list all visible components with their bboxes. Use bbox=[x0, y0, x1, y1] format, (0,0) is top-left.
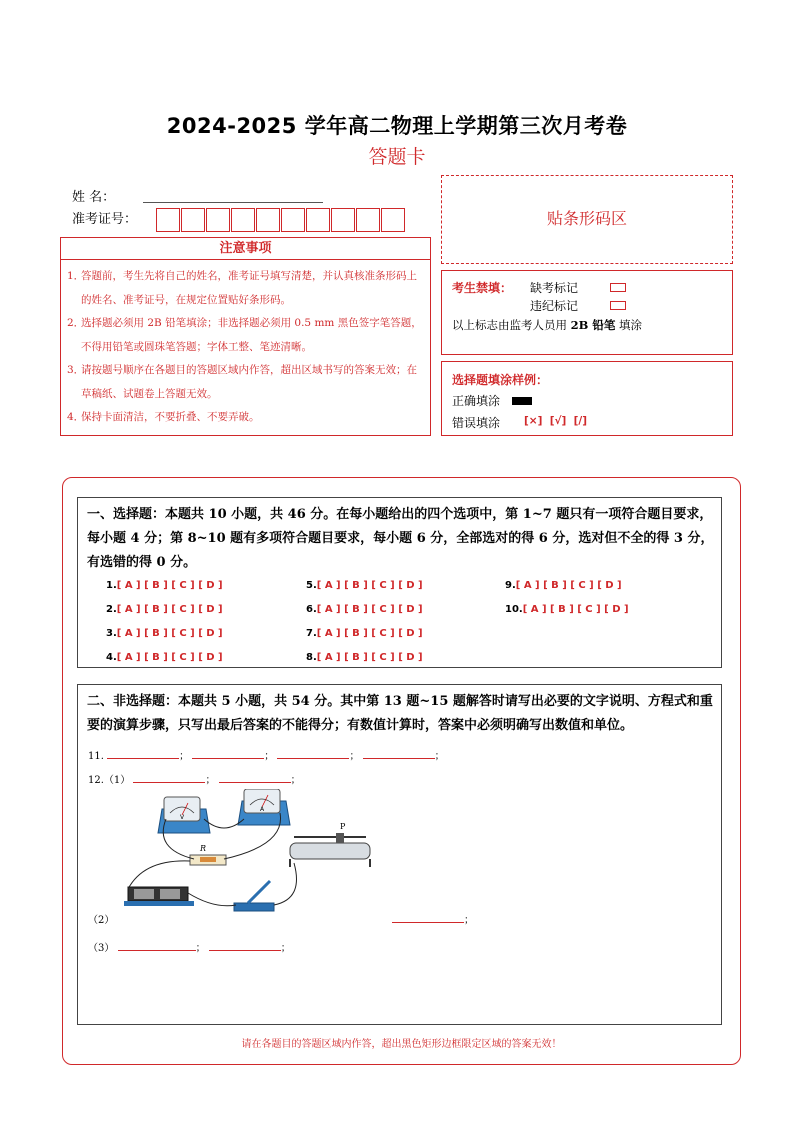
notice-text: 保持卡面清洁，不要折叠、不要弄破。 bbox=[81, 411, 260, 423]
answer-blank[interactable] bbox=[107, 749, 179, 759]
question-number: 5. bbox=[306, 580, 317, 591]
id-digit-box[interactable] bbox=[256, 208, 280, 232]
barcode-area bbox=[441, 175, 733, 264]
question-number: 10. bbox=[505, 604, 523, 615]
question-options[interactable]: [ A ] [ B ] [ C ] [ D ] bbox=[316, 628, 423, 639]
notice-item bbox=[67, 359, 424, 406]
notice-num: 4． bbox=[67, 411, 85, 423]
notice-num: 2． bbox=[67, 317, 85, 329]
fill-sample-box bbox=[441, 361, 733, 436]
question-row[interactable] bbox=[505, 604, 629, 615]
wrong-fill-marks: [×] [√] [/] bbox=[524, 415, 588, 427]
question-12-part-2 bbox=[392, 911, 474, 926]
proctor-label: 考生禁填： bbox=[452, 281, 513, 295]
switch-icon bbox=[234, 881, 274, 911]
question-number: 11. bbox=[88, 751, 104, 762]
battery-icon bbox=[124, 887, 194, 906]
ammeter-label: A bbox=[260, 806, 265, 813]
question-options[interactable]: [ A ] [ B ] [ C ] [ D ] bbox=[116, 580, 223, 591]
rheostat-label: P bbox=[340, 822, 346, 831]
question-number: 7. bbox=[306, 628, 317, 639]
notice-num: 1． bbox=[67, 270, 85, 282]
id-digit-box[interactable] bbox=[281, 208, 305, 232]
notice-text: 选择题必须用 2B 铅笔填涂；非选择题必须用 0.5 mm 黑色签字笔答题，不得用铅笔或圆珠笔答题；字体工整、笔迹清晰。 bbox=[81, 317, 422, 353]
notice-num: 3． bbox=[67, 364, 85, 376]
separator: ； bbox=[205, 775, 216, 786]
question-12-part-1 bbox=[88, 771, 301, 786]
id-digit-box[interactable] bbox=[306, 208, 330, 232]
question-row[interactable] bbox=[306, 628, 423, 639]
question-row[interactable] bbox=[306, 652, 423, 663]
question-number: 8. bbox=[306, 652, 317, 663]
correct-fill-label: 正确填涂 bbox=[452, 394, 501, 408]
ammeter-icon bbox=[238, 789, 290, 825]
id-digit-box[interactable] bbox=[156, 208, 180, 232]
question-11 bbox=[88, 747, 445, 762]
notice-text: 答题前，考生先将自己的姓名，准考证号填写清楚，并认真核准条形码上的姓名、准考证号，在规定位置贴好条形码。 bbox=[81, 270, 417, 306]
proctor-note-bold: 2B 铅笔 bbox=[570, 318, 616, 332]
id-digit-box[interactable] bbox=[231, 208, 255, 232]
separator: ； bbox=[349, 751, 360, 762]
barcode-label: 贴条形码区 bbox=[546, 209, 627, 228]
footer-warning: 请在各题目的答题区域内作答，超出黑色矩形边框限定区域的答案无效！ bbox=[241, 1039, 562, 1050]
question-options[interactable]: [ A ] [ B ] [ C ] [ D ] bbox=[316, 580, 423, 591]
question-row[interactable] bbox=[306, 604, 423, 615]
id-digit-box[interactable] bbox=[356, 208, 380, 232]
name-label: 姓 名： bbox=[72, 190, 116, 205]
question-options[interactable]: [ A ] [ B ] [ C ] [ D ] bbox=[316, 604, 423, 615]
notice-item bbox=[67, 406, 424, 430]
voltmeter-label: V bbox=[180, 814, 185, 821]
page-subtitle: 答题卡 bbox=[368, 146, 426, 168]
notice-item bbox=[67, 265, 424, 312]
question-row[interactable] bbox=[106, 580, 223, 591]
proctor-marks-box bbox=[441, 270, 733, 355]
section-choice-instructions: 一、选择题：本题共 10 小题，共 46 分。在每小题给出的四个选项中，第 1~7 题只有一项符合题目要求，每小题 4 分；第 8~10 题有多项符合题目要求，每小题 6 分，全部选对的得 6 分，选对但不全的得 3 分，有选错的得 0 分。 bbox=[87, 507, 714, 570]
question-row[interactable] bbox=[505, 580, 622, 591]
question-row[interactable] bbox=[106, 628, 223, 639]
wrong-fill-label: 错误填涂 bbox=[452, 416, 501, 430]
separator: ； bbox=[179, 751, 190, 762]
absent-mark-box[interactable] bbox=[610, 283, 626, 292]
answer-blank[interactable] bbox=[209, 941, 281, 951]
violation-mark-label: 违纪标记 bbox=[530, 299, 579, 313]
separator: ； bbox=[434, 751, 445, 762]
violation-mark-box[interactable] bbox=[610, 301, 626, 310]
question-12-part-3 bbox=[88, 939, 291, 954]
id-digit-box[interactable] bbox=[206, 208, 230, 232]
answer-blank[interactable] bbox=[277, 749, 349, 759]
question-row[interactable] bbox=[106, 604, 223, 615]
question-number: 3. bbox=[106, 628, 117, 639]
notice-text: 请按题号顺序在各题目的答题区域内作答，超出区域书写的答案无效；在草稿纸、试题卷上答题无效。 bbox=[81, 364, 417, 400]
id-digit-box[interactable] bbox=[181, 208, 205, 232]
question-row[interactable] bbox=[106, 652, 223, 663]
resistor-icon bbox=[190, 844, 226, 865]
separator: ； bbox=[290, 775, 301, 786]
rheostat-icon bbox=[290, 822, 370, 867]
page-title: 2024-2025 学年高二物理上学期第三次月考卷 bbox=[166, 114, 628, 138]
question-12-part-2-label: （2） bbox=[88, 915, 115, 926]
id-digit-box[interactable] bbox=[331, 208, 355, 232]
question-number: 2. bbox=[106, 604, 117, 615]
section-non-choice bbox=[77, 684, 722, 1025]
answer-blank[interactable] bbox=[118, 941, 196, 951]
separator: ； bbox=[264, 751, 275, 762]
section-non-choice-instructions: 二、非选择题：本题共 5 小题，共 54 分。其中第 13 题~15 题解答时请写出必要的文字说明、方程式和重要的演算步骤，只写出最后答案的不能得分；有数值计算时，答案中必须明确写出数值和单位。 bbox=[87, 694, 713, 733]
notice-item bbox=[67, 312, 424, 359]
answer-blank[interactable] bbox=[133, 773, 205, 783]
exam-id-label: 准考证号： bbox=[72, 212, 138, 227]
name-field[interactable] bbox=[143, 202, 323, 203]
circuit-diagram bbox=[114, 789, 414, 929]
proctor-note-text: 以上标志由监考人员用 bbox=[452, 318, 567, 332]
question-number: 6. bbox=[306, 604, 317, 615]
absent-mark-label: 缺考标记 bbox=[530, 281, 579, 295]
answer-blank[interactable] bbox=[192, 749, 264, 759]
voltmeter-icon bbox=[158, 797, 210, 833]
section-choice bbox=[77, 497, 722, 668]
answer-blank[interactable] bbox=[363, 749, 435, 759]
question-options[interactable]: [ A ] [ B ] [ C ] [ D ] bbox=[316, 652, 423, 663]
answer-blank[interactable] bbox=[219, 773, 291, 783]
question-number: 1. bbox=[106, 580, 117, 591]
question-options[interactable]: [ A ] [ B ] [ C ] [ D ] bbox=[515, 580, 622, 591]
resistor-label: R bbox=[200, 844, 207, 853]
separator: ； bbox=[464, 915, 474, 926]
id-digit-box[interactable] bbox=[381, 208, 405, 232]
question-options[interactable]: [ A ] [ B ] [ C ] [ D ] bbox=[522, 604, 629, 615]
question-number: 12.（1） bbox=[88, 775, 131, 786]
separator: ； bbox=[195, 943, 206, 954]
answer-blank[interactable] bbox=[392, 913, 464, 923]
notice-title: 注意事项 bbox=[60, 237, 431, 260]
notice-list bbox=[60, 259, 431, 436]
question-options[interactable]: [ A ] [ B ] [ C ] [ D ] bbox=[116, 604, 223, 615]
proctor-note bbox=[452, 317, 642, 333]
question-number: （3） bbox=[88, 943, 115, 954]
question-options[interactable]: [ A ] [ B ] [ C ] [ D ] bbox=[116, 628, 223, 639]
question-options[interactable]: [ A ] [ B ] [ C ] [ D ] bbox=[116, 652, 223, 663]
separator: ； bbox=[280, 943, 291, 954]
question-row[interactable] bbox=[306, 580, 423, 591]
question-number: 4. bbox=[106, 652, 117, 663]
fill-sample-label: 选择题填涂样例： bbox=[452, 373, 549, 387]
filled-mark-icon bbox=[512, 397, 532, 405]
proctor-note-end: 填涂 bbox=[619, 318, 643, 332]
question-number: 9. bbox=[505, 580, 516, 591]
